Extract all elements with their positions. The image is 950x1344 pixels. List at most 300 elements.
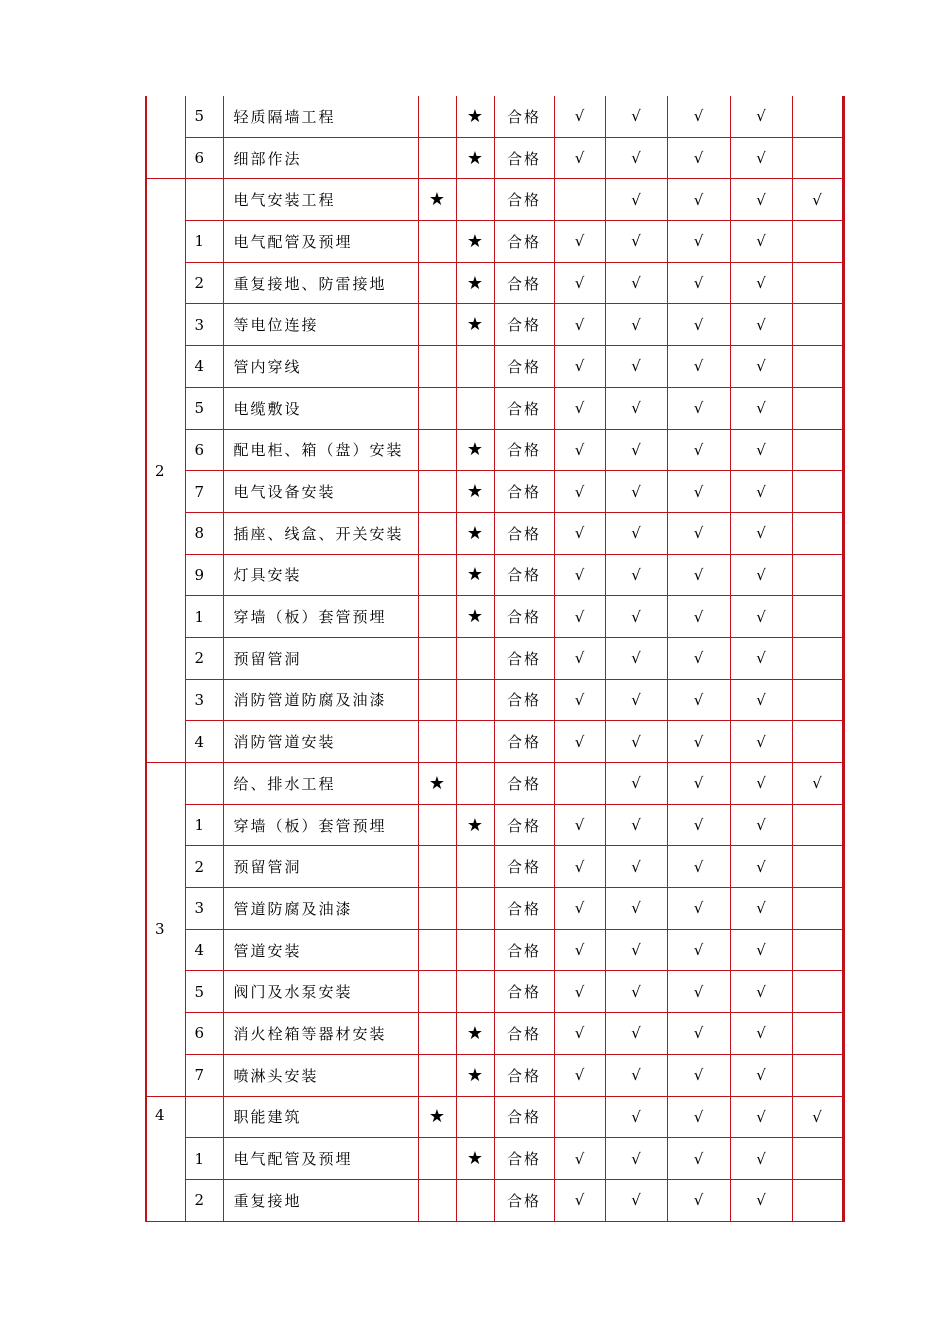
table-row <box>146 346 843 388</box>
check-cell <box>554 179 605 221</box>
result-cell: 合格 <box>494 471 554 513</box>
table-row <box>146 1054 843 1096</box>
check-cell: √ <box>605 554 667 596</box>
check-cell: √ <box>554 596 605 638</box>
table-row <box>146 929 843 971</box>
sub-item-star-cell: ★ <box>456 96 494 137</box>
sub-item-star-cell <box>456 721 494 763</box>
key-item-star-cell <box>418 1179 456 1221</box>
check-cell: √ <box>667 1013 730 1055</box>
table-row <box>146 387 843 429</box>
result-cell: 合格 <box>494 96 554 137</box>
check-cell <box>792 1179 843 1221</box>
key-item-star-cell: ★ <box>418 179 456 221</box>
check-cell: √ <box>730 554 792 596</box>
table-row <box>146 679 843 721</box>
item-number-cell: 4 <box>185 721 223 763</box>
sub-item-star-cell: ★ <box>456 429 494 471</box>
key-item-star-cell <box>418 888 456 930</box>
check-cell: √ <box>730 929 792 971</box>
sub-item-star-cell <box>456 763 494 805</box>
item-number-cell: 3 <box>185 304 223 346</box>
sub-item-star-cell: ★ <box>456 304 494 346</box>
item-name-cell: 消防管道安装 <box>223 721 418 763</box>
table-row <box>146 554 843 596</box>
key-item-star-cell: ★ <box>418 1096 456 1138</box>
item-number-cell <box>185 763 223 805</box>
check-cell: √ <box>667 554 730 596</box>
result-cell: 合格 <box>494 179 554 221</box>
item-name-cell: 穿墙（板）套管预埋 <box>223 596 418 638</box>
check-cell: √ <box>730 262 792 304</box>
check-cell: √ <box>730 1179 792 1221</box>
result-cell: 合格 <box>494 304 554 346</box>
check-cell: √ <box>792 763 843 805</box>
item-name-cell: 电缆敷设 <box>223 387 418 429</box>
result-cell: 合格 <box>494 637 554 679</box>
table-row <box>146 179 843 221</box>
check-cell: √ <box>554 221 605 263</box>
check-cell: √ <box>667 763 730 805</box>
check-cell <box>792 429 843 471</box>
item-name-cell: 轻质隔墙工程 <box>223 96 418 137</box>
sub-item-star-cell: ★ <box>456 1138 494 1180</box>
check-cell: √ <box>554 1013 605 1055</box>
check-cell: √ <box>554 1054 605 1096</box>
check-cell: √ <box>605 929 667 971</box>
check-cell: √ <box>554 304 605 346</box>
item-name-cell: 喷淋头安装 <box>223 1054 418 1096</box>
check-cell <box>792 971 843 1013</box>
sub-item-star-cell: ★ <box>456 1013 494 1055</box>
result-cell: 合格 <box>494 888 554 930</box>
check-cell: √ <box>554 846 605 888</box>
item-name-cell: 灯具安装 <box>223 554 418 596</box>
check-cell: √ <box>554 679 605 721</box>
check-cell: √ <box>667 96 730 137</box>
item-name-cell: 阀门及水泵安装 <box>223 971 418 1013</box>
table-row <box>146 846 843 888</box>
check-cell: √ <box>730 429 792 471</box>
check-cell <box>792 929 843 971</box>
check-cell: √ <box>605 96 667 137</box>
check-cell: √ <box>730 804 792 846</box>
check-cell: √ <box>730 221 792 263</box>
check-cell: √ <box>554 804 605 846</box>
item-number-cell: 3 <box>185 888 223 930</box>
sub-item-star-cell <box>456 387 494 429</box>
check-cell: √ <box>730 637 792 679</box>
result-cell: 合格 <box>494 1096 554 1138</box>
result-cell: 合格 <box>494 346 554 388</box>
item-number-cell: 5 <box>185 387 223 429</box>
check-cell: √ <box>554 1179 605 1221</box>
check-cell <box>792 679 843 721</box>
item-number-cell: 8 <box>185 512 223 554</box>
check-cell: √ <box>792 179 843 221</box>
item-name-cell: 给、排水工程 <box>223 763 418 805</box>
table-row <box>146 1096 843 1138</box>
check-cell: √ <box>667 637 730 679</box>
table-row <box>146 804 843 846</box>
sub-item-star-cell: ★ <box>456 596 494 638</box>
result-cell: 合格 <box>494 137 554 179</box>
check-cell: √ <box>667 888 730 930</box>
check-cell: √ <box>667 1138 730 1180</box>
check-cell: √ <box>605 429 667 471</box>
item-name-cell: 电气配管及预埋 <box>223 1138 418 1180</box>
table-row <box>146 637 843 679</box>
check-cell: √ <box>605 971 667 1013</box>
item-number-cell <box>185 1096 223 1138</box>
item-name-cell: 细部作法 <box>223 137 418 179</box>
key-item-star-cell <box>418 429 456 471</box>
sub-item-star-cell: ★ <box>456 262 494 304</box>
key-item-star-cell <box>418 679 456 721</box>
check-cell: √ <box>605 221 667 263</box>
item-number-cell: 5 <box>185 971 223 1013</box>
item-number-cell: 4 <box>185 929 223 971</box>
check-cell: √ <box>554 137 605 179</box>
check-cell: √ <box>667 137 730 179</box>
result-cell: 合格 <box>494 721 554 763</box>
check-cell: √ <box>730 471 792 513</box>
check-cell: √ <box>605 471 667 513</box>
check-cell: √ <box>605 304 667 346</box>
key-item-star-cell <box>418 846 456 888</box>
key-item-star-cell <box>418 721 456 763</box>
check-cell: √ <box>730 1054 792 1096</box>
check-cell: √ <box>667 179 730 221</box>
table-row <box>146 596 843 638</box>
check-cell: √ <box>554 471 605 513</box>
sub-item-star-cell <box>456 846 494 888</box>
check-cell: √ <box>667 1179 730 1221</box>
check-cell <box>792 262 843 304</box>
item-number-cell: 1 <box>185 804 223 846</box>
check-cell: √ <box>554 637 605 679</box>
table-row <box>146 888 843 930</box>
check-cell: √ <box>667 221 730 263</box>
check-cell: √ <box>730 1096 792 1138</box>
item-name-cell: 管道防腐及油漆 <box>223 888 418 930</box>
check-cell: √ <box>605 1179 667 1221</box>
result-cell: 合格 <box>494 512 554 554</box>
check-cell: √ <box>605 512 667 554</box>
item-number-cell: 7 <box>185 1054 223 1096</box>
sub-item-star-cell <box>456 346 494 388</box>
sub-item-star-cell: ★ <box>456 137 494 179</box>
check-cell: √ <box>605 596 667 638</box>
check-cell: √ <box>554 429 605 471</box>
table-row <box>146 304 843 346</box>
check-cell <box>792 221 843 263</box>
check-cell: √ <box>730 304 792 346</box>
sub-item-star-cell: ★ <box>456 471 494 513</box>
item-number-cell: 7 <box>185 471 223 513</box>
table-row <box>146 137 843 179</box>
table-row <box>146 471 843 513</box>
check-cell: √ <box>605 846 667 888</box>
item-number-cell: 2 <box>185 846 223 888</box>
item-number-cell: 6 <box>185 137 223 179</box>
key-item-star-cell <box>418 304 456 346</box>
table-body <box>146 96 843 1221</box>
check-cell: √ <box>605 346 667 388</box>
item-number-cell: 4 <box>185 346 223 388</box>
table-row <box>146 763 843 805</box>
check-cell: √ <box>554 512 605 554</box>
check-cell: √ <box>667 929 730 971</box>
check-cell <box>792 471 843 513</box>
check-cell: √ <box>730 846 792 888</box>
check-cell <box>792 1013 843 1055</box>
sub-item-star-cell <box>456 637 494 679</box>
check-cell <box>792 596 843 638</box>
key-item-star-cell <box>418 346 456 388</box>
item-name-cell: 穿墙（板）套管预埋 <box>223 804 418 846</box>
group-number-cell <box>146 96 185 179</box>
check-cell <box>554 1096 605 1138</box>
item-number-cell <box>185 179 223 221</box>
check-cell: √ <box>554 888 605 930</box>
group-number-cell: 3 <box>146 763 185 1097</box>
item-name-cell: 职能建筑 <box>223 1096 418 1138</box>
check-cell: √ <box>605 1096 667 1138</box>
check-cell: √ <box>554 387 605 429</box>
result-cell: 合格 <box>494 554 554 596</box>
check-cell: √ <box>605 888 667 930</box>
check-cell: √ <box>605 1054 667 1096</box>
check-cell <box>792 637 843 679</box>
check-cell <box>792 96 843 137</box>
check-cell: √ <box>554 262 605 304</box>
table-row <box>146 512 843 554</box>
sub-item-star-cell <box>456 1179 494 1221</box>
result-cell: 合格 <box>494 262 554 304</box>
result-cell: 合格 <box>494 1138 554 1180</box>
check-cell: √ <box>730 137 792 179</box>
item-number-cell: 2 <box>185 1179 223 1221</box>
check-cell: √ <box>730 971 792 1013</box>
table-row <box>146 1013 843 1055</box>
check-cell: √ <box>730 679 792 721</box>
key-item-star-cell <box>418 971 456 1013</box>
sub-item-star-cell: ★ <box>456 221 494 263</box>
check-cell: √ <box>730 1013 792 1055</box>
check-cell: √ <box>605 262 667 304</box>
group-number-cell: 2 <box>146 179 185 763</box>
item-name-cell: 管内穿线 <box>223 346 418 388</box>
check-cell: √ <box>667 721 730 763</box>
item-number-cell: 2 <box>185 637 223 679</box>
item-name-cell: 重复接地 <box>223 1179 418 1221</box>
sub-item-star-cell <box>456 679 494 721</box>
check-cell <box>792 804 843 846</box>
result-cell: 合格 <box>494 804 554 846</box>
item-number-cell: 9 <box>185 554 223 596</box>
result-cell: 合格 <box>494 1013 554 1055</box>
check-cell: √ <box>667 679 730 721</box>
check-cell <box>792 387 843 429</box>
check-cell: √ <box>605 387 667 429</box>
check-cell: √ <box>730 346 792 388</box>
item-number-cell: 1 <box>185 596 223 638</box>
check-cell: √ <box>605 763 667 805</box>
item-name-cell: 等电位连接 <box>223 304 418 346</box>
key-item-star-cell <box>418 221 456 263</box>
sub-item-star-cell <box>456 971 494 1013</box>
check-cell: √ <box>605 804 667 846</box>
check-cell: √ <box>730 512 792 554</box>
item-name-cell: 电气配管及预埋 <box>223 221 418 263</box>
key-item-star-cell <box>418 96 456 137</box>
result-cell: 合格 <box>494 221 554 263</box>
check-cell: √ <box>554 1138 605 1180</box>
check-cell: √ <box>730 1138 792 1180</box>
check-cell: √ <box>667 846 730 888</box>
check-cell: √ <box>730 179 792 221</box>
result-cell: 合格 <box>494 846 554 888</box>
inspection-table <box>145 96 845 1222</box>
check-cell <box>792 304 843 346</box>
check-cell: √ <box>792 1096 843 1138</box>
table-row <box>146 1179 843 1221</box>
check-cell: √ <box>554 96 605 137</box>
key-item-star-cell <box>418 1054 456 1096</box>
key-item-star-cell: ★ <box>418 763 456 805</box>
item-number-cell: 1 <box>185 221 223 263</box>
check-cell: √ <box>605 721 667 763</box>
table-row <box>146 221 843 263</box>
item-name-cell: 配电柜、箱（盘）安装 <box>223 429 418 471</box>
result-cell: 合格 <box>494 971 554 1013</box>
key-item-star-cell <box>418 596 456 638</box>
key-item-star-cell <box>418 262 456 304</box>
table-row <box>146 96 843 137</box>
key-item-star-cell <box>418 804 456 846</box>
item-name-cell: 消火栓箱等器材安装 <box>223 1013 418 1055</box>
item-name-cell: 电气设备安装 <box>223 471 418 513</box>
key-item-star-cell <box>418 554 456 596</box>
key-item-star-cell <box>418 1138 456 1180</box>
sub-item-star-cell <box>456 1096 494 1138</box>
table-row <box>146 429 843 471</box>
item-number-cell: 6 <box>185 429 223 471</box>
item-number-cell: 1 <box>185 1138 223 1180</box>
result-cell: 合格 <box>494 1179 554 1221</box>
check-cell <box>792 346 843 388</box>
check-cell: √ <box>730 596 792 638</box>
result-cell: 合格 <box>494 763 554 805</box>
item-name-cell: 重复接地、防雷接地 <box>223 262 418 304</box>
sub-item-star-cell: ★ <box>456 804 494 846</box>
item-name-cell: 消防管道防腐及油漆 <box>223 679 418 721</box>
key-item-star-cell <box>418 1013 456 1055</box>
check-cell <box>792 846 843 888</box>
key-item-star-cell <box>418 471 456 513</box>
item-number-cell: 3 <box>185 679 223 721</box>
sub-item-star-cell <box>456 888 494 930</box>
check-cell <box>792 554 843 596</box>
sub-item-star-cell: ★ <box>456 554 494 596</box>
check-cell: √ <box>554 929 605 971</box>
check-cell: √ <box>605 679 667 721</box>
check-cell <box>792 888 843 930</box>
result-cell: 合格 <box>494 596 554 638</box>
item-number-cell: 2 <box>185 262 223 304</box>
sub-item-star-cell <box>456 179 494 221</box>
check-cell: √ <box>605 1013 667 1055</box>
sub-item-star-cell: ★ <box>456 1054 494 1096</box>
check-cell: √ <box>667 512 730 554</box>
item-name-cell: 插座、线盒、开关安装 <box>223 512 418 554</box>
item-number-cell: 6 <box>185 1013 223 1055</box>
table-row <box>146 721 843 763</box>
check-cell: √ <box>667 971 730 1013</box>
check-cell <box>554 763 605 805</box>
check-cell: √ <box>667 429 730 471</box>
check-cell: √ <box>554 554 605 596</box>
check-cell: √ <box>730 387 792 429</box>
check-cell <box>792 512 843 554</box>
result-cell: 合格 <box>494 1054 554 1096</box>
check-cell: √ <box>667 1054 730 1096</box>
result-cell: 合格 <box>494 387 554 429</box>
sub-item-star-cell <box>456 929 494 971</box>
check-cell: √ <box>667 387 730 429</box>
item-name-cell: 电气安装工程 <box>223 179 418 221</box>
check-cell <box>792 1054 843 1096</box>
check-cell: √ <box>605 1138 667 1180</box>
item-name-cell: 管道安装 <box>223 929 418 971</box>
check-cell: √ <box>554 346 605 388</box>
item-name-cell: 预留管洞 <box>223 637 418 679</box>
check-cell: √ <box>730 763 792 805</box>
check-cell: √ <box>554 721 605 763</box>
check-cell: √ <box>605 637 667 679</box>
check-cell: √ <box>730 96 792 137</box>
result-cell: 合格 <box>494 679 554 721</box>
table-row <box>146 262 843 304</box>
item-number-cell: 5 <box>185 96 223 137</box>
result-cell: 合格 <box>494 929 554 971</box>
check-cell: √ <box>667 304 730 346</box>
key-item-star-cell <box>418 512 456 554</box>
check-cell: √ <box>667 471 730 513</box>
check-cell: √ <box>730 721 792 763</box>
check-cell <box>792 721 843 763</box>
group-number-cell: 4 <box>146 1096 185 1221</box>
key-item-star-cell <box>418 137 456 179</box>
result-cell: 合格 <box>494 429 554 471</box>
check-cell: √ <box>667 1096 730 1138</box>
check-cell: √ <box>667 596 730 638</box>
check-cell: √ <box>605 137 667 179</box>
check-cell <box>792 137 843 179</box>
check-cell: √ <box>554 971 605 1013</box>
sub-item-star-cell: ★ <box>456 512 494 554</box>
table-row <box>146 1138 843 1180</box>
key-item-star-cell <box>418 929 456 971</box>
check-cell <box>792 1138 843 1180</box>
table-row <box>146 971 843 1013</box>
check-cell: √ <box>605 179 667 221</box>
check-cell: √ <box>730 888 792 930</box>
check-cell: √ <box>667 804 730 846</box>
item-name-cell: 预留管洞 <box>223 846 418 888</box>
check-cell: √ <box>667 262 730 304</box>
